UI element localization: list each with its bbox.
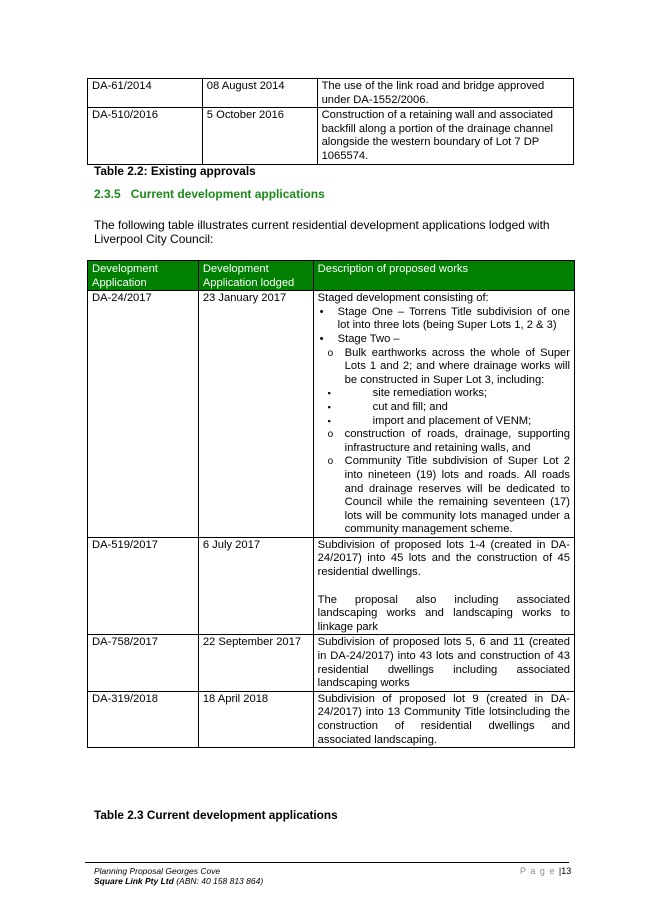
list-item: o Community Title subdivision of Super Lot 2 into nineteen (19) lots and roads. All roads and drainage reserves will be dedicated to Council while the remaining seventeen (17) lots will be community lots managed under a community management scheme. (318, 455, 570, 537)
section-heading (94, 187, 335, 201)
footer-company-line (94, 876, 263, 886)
list-item: ▪ cut and fill; and (318, 401, 570, 415)
date-cell: 08 August 2014 (202, 79, 317, 108)
list-item: • Stage Two – (318, 333, 570, 347)
footer-company: Square Link Pty Ltd (94, 876, 174, 886)
stage-list (318, 306, 570, 347)
application-cell: DA-758/2017 (88, 635, 199, 691)
application-cell: DA-510/2016 (88, 108, 203, 164)
page-number-value: |13 (558, 866, 572, 876)
footer-doc-title: Planning Proposal Georges Cove (94, 866, 221, 876)
table-row (88, 108, 574, 164)
intro-paragraph: The following table illustrates current residential development applications lodged with Liverpool City Council: (94, 218, 550, 246)
description-cell (313, 537, 574, 635)
date-cell: 18 April 2018 (198, 691, 313, 747)
description-paragraph: The proposal also including associated landscaping works and landscaping works to linkage park (317, 593, 570, 633)
application-cell: DA-319/2018 (88, 691, 199, 747)
date-cell: 23 January 2017 (198, 291, 313, 538)
description-paragraph: Subdivision of proposed lots 1-4 (created in DA-24/2017) into 45 lots and the construction of 45 residential dwellings. (317, 538, 570, 579)
description-cell: The use of the link road and bridge approved under DA-1552/2006. (317, 79, 573, 108)
date-cell: 5 October 2016 (202, 108, 317, 164)
application-cell: DA-519/2017 (88, 537, 199, 635)
list-item (318, 347, 570, 429)
description-cell: Construction of a retaining wall and associated backfill along a portion of the drainage channel alongside the western boundary of Lot 7 DP 1065574. (317, 108, 573, 164)
header-cell: Development Application (88, 261, 199, 291)
table-caption: Table 2.2: Existing approvals (94, 164, 256, 178)
existing-approvals-table (87, 78, 574, 165)
date-cell: 22 September 2017 (198, 635, 313, 691)
table-row (88, 691, 575, 747)
header-cell: Description of proposed works (313, 261, 574, 291)
list-item: ▪ site remediation works; (318, 387, 570, 401)
footer-divider (85, 862, 569, 863)
date-cell: 6 July 2017 (198, 537, 313, 635)
table-row (88, 291, 575, 538)
application-cell: DA-61/2014 (88, 79, 203, 108)
sub-list (318, 387, 570, 428)
page-number (520, 866, 571, 876)
footer-info (94, 866, 263, 886)
table-caption: Table 2.3 Current development applications (94, 808, 338, 822)
section-number: 2.3.5 (94, 187, 121, 201)
section-title: Current development applications (130, 187, 325, 201)
description-cell: Subdivision of proposed lot 9 (created in DA-24/2017) into 13 Community Title lotsincluding the construction of residential dwellings and associated landscaping. (313, 691, 574, 747)
table-row (88, 79, 574, 108)
description-cell (313, 291, 574, 538)
stage-two-list (318, 347, 570, 537)
description-cell: Subdivision of proposed lots 5, 6 and 11 (created in DA-24/2017) into 43 lots and construction of 43 residential dwellings including associated landscaping works (313, 635, 574, 691)
footer-abn: (ABN: 40 158 813 864) (176, 876, 264, 886)
table-row (88, 635, 575, 691)
header-cell: Development Application lodged (198, 261, 313, 291)
list-item: o construction of roads, drainage, supporting infrastructure and retaining walls, and (318, 428, 570, 455)
page-label: P a g e (520, 866, 556, 876)
header-row (88, 261, 575, 291)
application-cell: DA-24/2017 (88, 291, 199, 538)
list-item: ▪ import and placement of VENM; (318, 415, 570, 429)
list-item: • Stage One – Torrens Title subdivision of one lot into three lots (being Super Lots 1, 2 & 3) (318, 306, 570, 333)
current-applications-table (87, 260, 575, 748)
table-row (88, 537, 575, 635)
list-item-text: Bulk earthworks across the whole of Super Lots 1 and 2; and where drainage works will be constructed in Super Lot 3, including: (344, 346, 570, 386)
description-intro: Staged development consisting of: (317, 292, 489, 305)
